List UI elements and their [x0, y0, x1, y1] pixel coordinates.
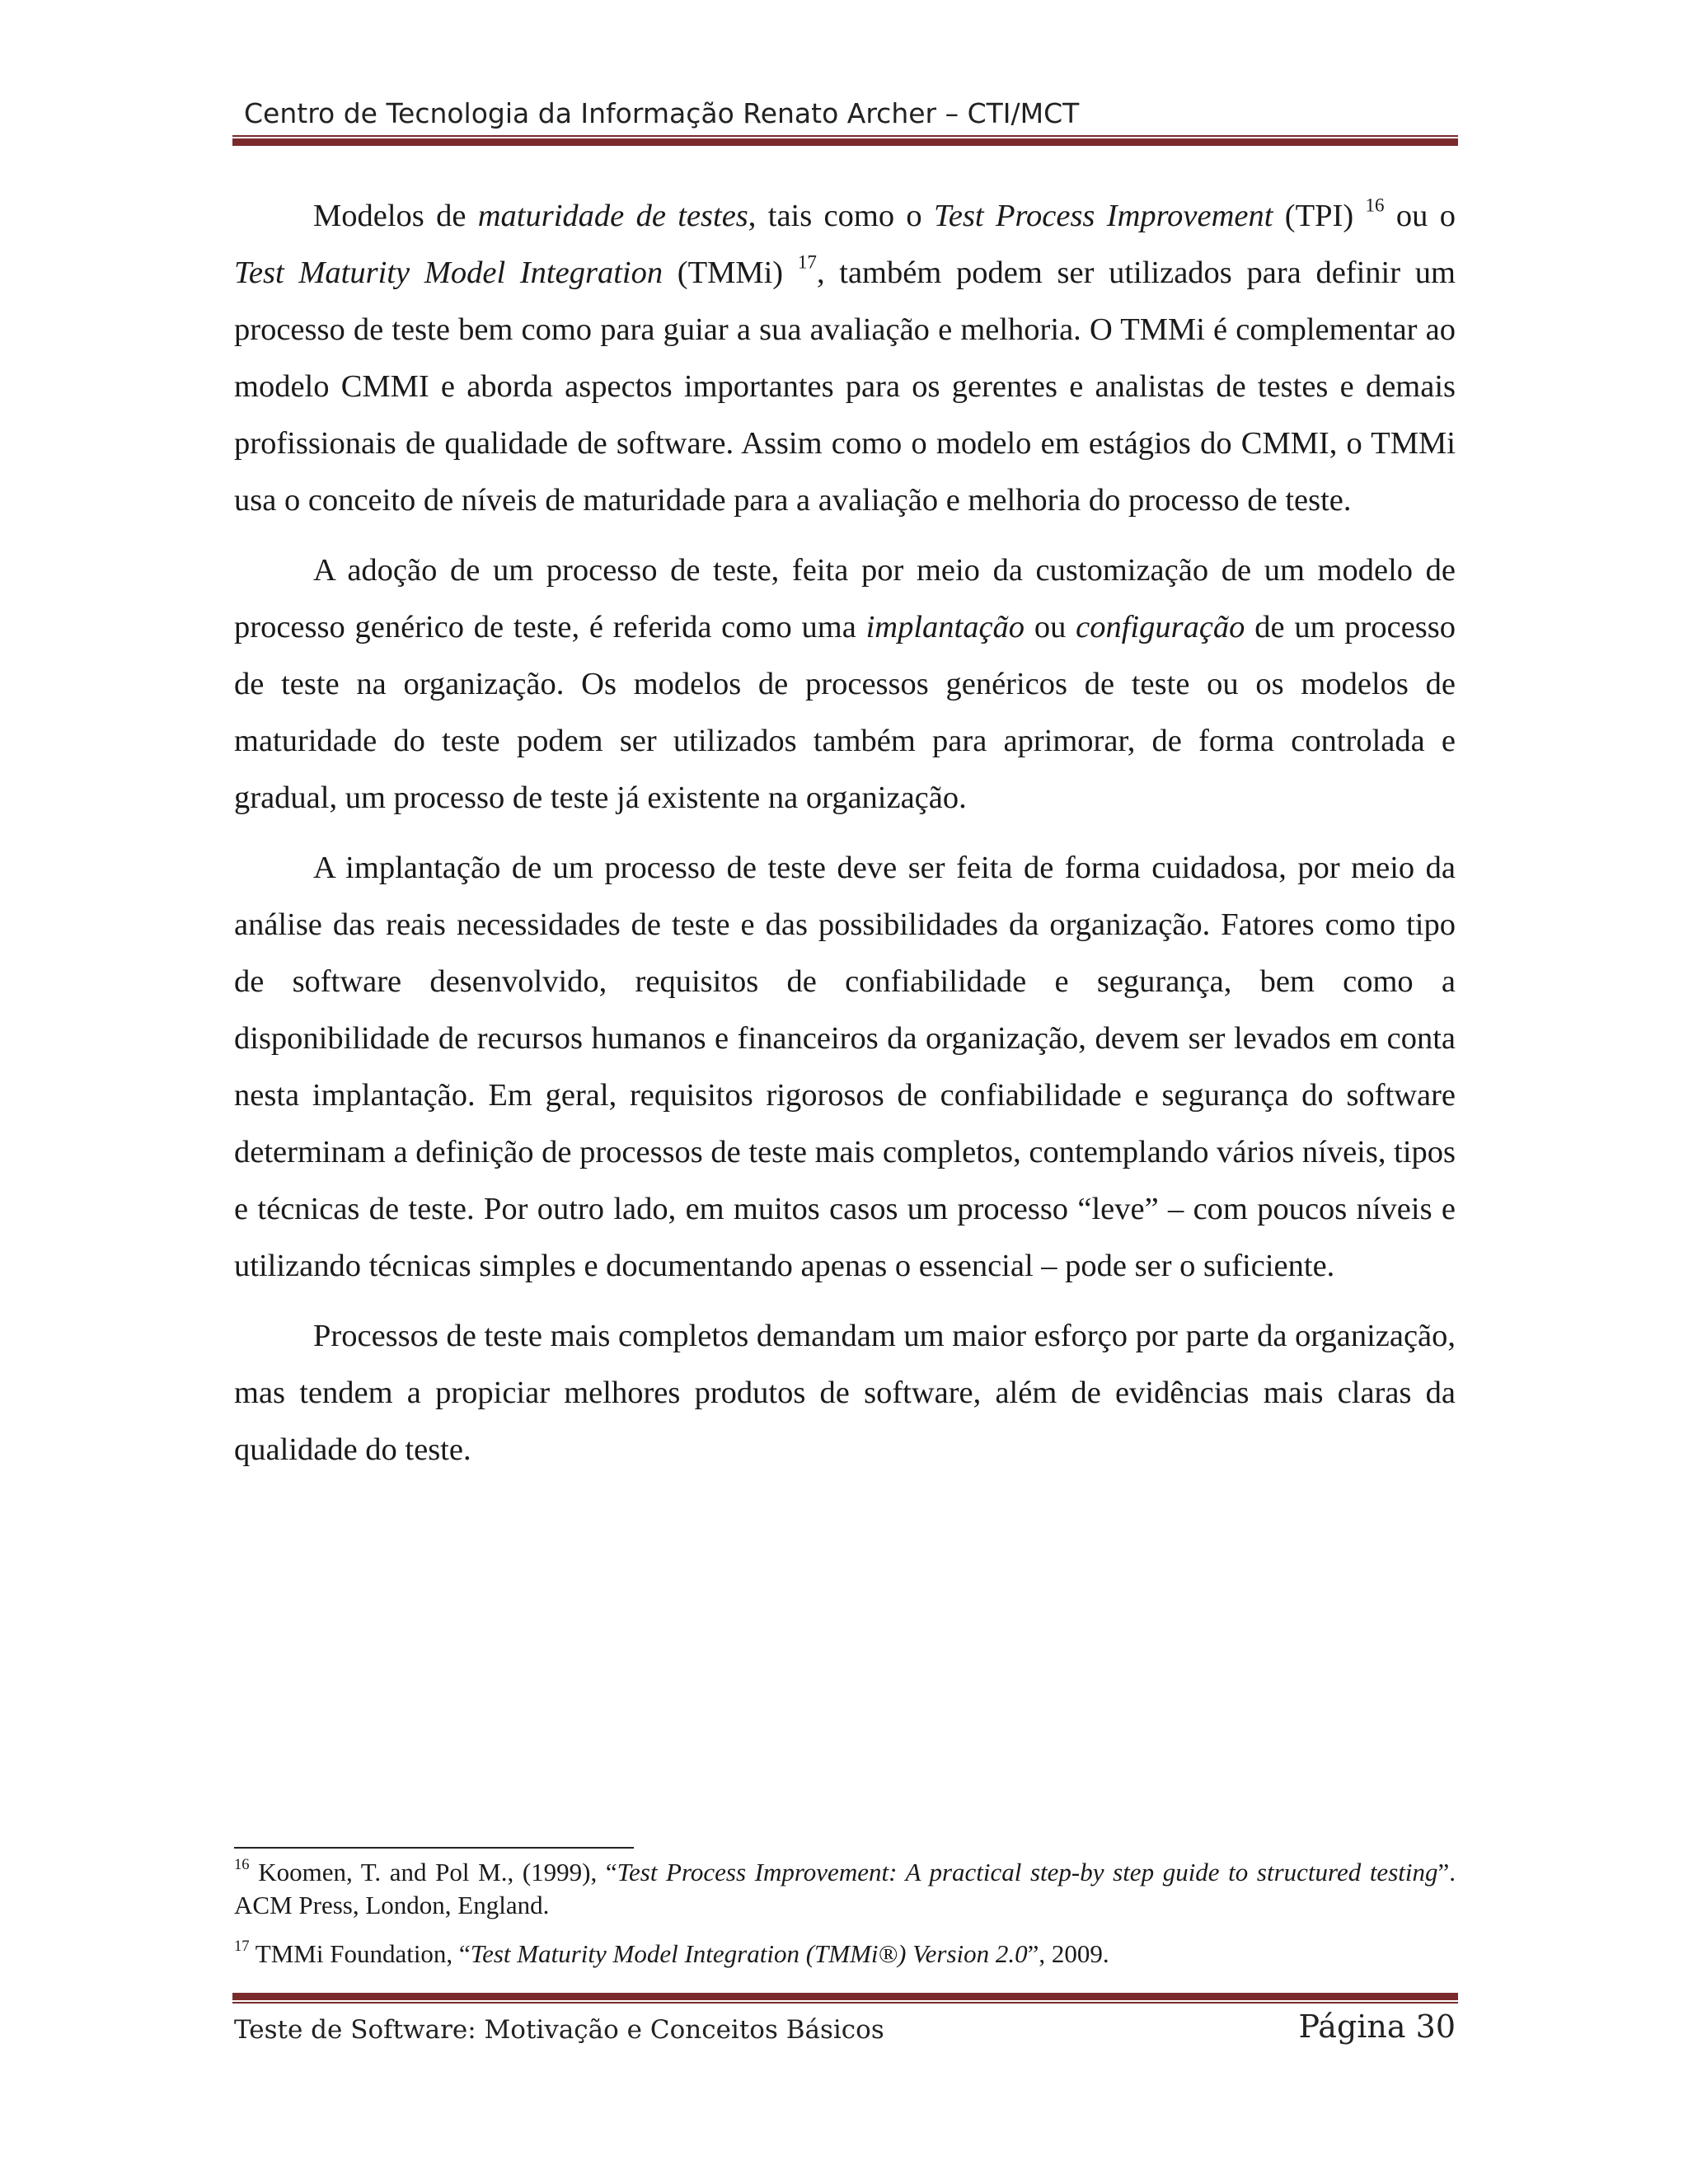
header-rule-thick — [232, 138, 1458, 146]
running-header: Centro de Tecnologia da Informação Renato Archer – CTI/MCT — [244, 97, 1080, 129]
paragraph-3: A implantação de um processo de teste deve ser feita de forma cuidadosa, por meio da análise das reais necessidades de teste e das possibilidades da organização. Fatores como tipo de software desenvolvido, requisitos de confiabilidade e segurança, bem como a disponibilidade de recursos humanos e financeiros da organização, devem ser levados em conta nesta implantação. Em geral, requisitos rigorosos de confiabilidade e segurança do software determinam a definição de processos de teste mais completos, contemplando vários níveis, tipos e técnicas de teste. Por outro lado, em muitos casos um processo “leve” – com poucos níveis e utilizando técnicas simples e documentando apenas o essencial – pode ser o suficiente. — [234, 851, 1456, 1283]
body-text — [234, 188, 1456, 1492]
footnote-ref-16: 16 — [1365, 194, 1385, 216]
footer-rule-thin — [232, 2002, 1458, 2004]
footer-rule-thick — [232, 1993, 1458, 2000]
paragraph-2: A adoção de um processo de teste, feita por meio da customização de um modelo de processo genérico de teste, é referida como uma implantação ou configuração de um processo de teste na organização. Os modelos de processos genéricos de teste ou os modelos de maturidade do teste podem ser utilizados também para aprimorar, de forma controlada e gradual, um processo de teste já existente na organização. — [234, 553, 1456, 815]
header-rule-thin — [232, 135, 1458, 137]
paragraph-4: Processos de teste mais completos demandam um maior esforço por parte da organização, mas tendem a propiciar melhores produtos de software, além de evidências mais claras da qualidade do teste. — [234, 1319, 1456, 1467]
footnote-16: $^{16}$ Koomen, T. and Pol M., (1999), “Test Process Improvement: A practical step-by step guide to structured testing”. ACM Press, London, England. — [234, 1856, 1456, 1919]
footnote-ref-17: 17 — [797, 251, 817, 273]
running-footer-title: Teste de Software: Motivação e Conceitos Básicos — [234, 2015, 884, 2045]
paragraph-1: Modelos de maturidade de testes, tais como o Test Process Improvement (TPI) $^{16}$ ou o Test Maturity Model Integration (TMMi) $^{17}$, também podem ser utilizados para definir um processo de teste bem como para guiar a sua avaliação e melhoria. O TMMi é complementar ao modelo CMMI e aborda aspectos importantes para os gerentes e analistas de testes e demais profissionais de qualidade de software. Assim como o modelo em estágios do CMMI, o TMMi usa o conceito de níveis de maturidade para a avaliação e melhoria do processo de teste. — [234, 194, 1456, 518]
footnote-17: $^{17}$ TMMi Foundation, “Test Maturity Model Integration (TMMi®) Version 2.0”, 2009. — [234, 1938, 1109, 1968]
page-number: Página 30 — [1298, 2008, 1456, 2045]
footnotes — [234, 1856, 1456, 1986]
footnote-separator — [234, 1847, 634, 1849]
